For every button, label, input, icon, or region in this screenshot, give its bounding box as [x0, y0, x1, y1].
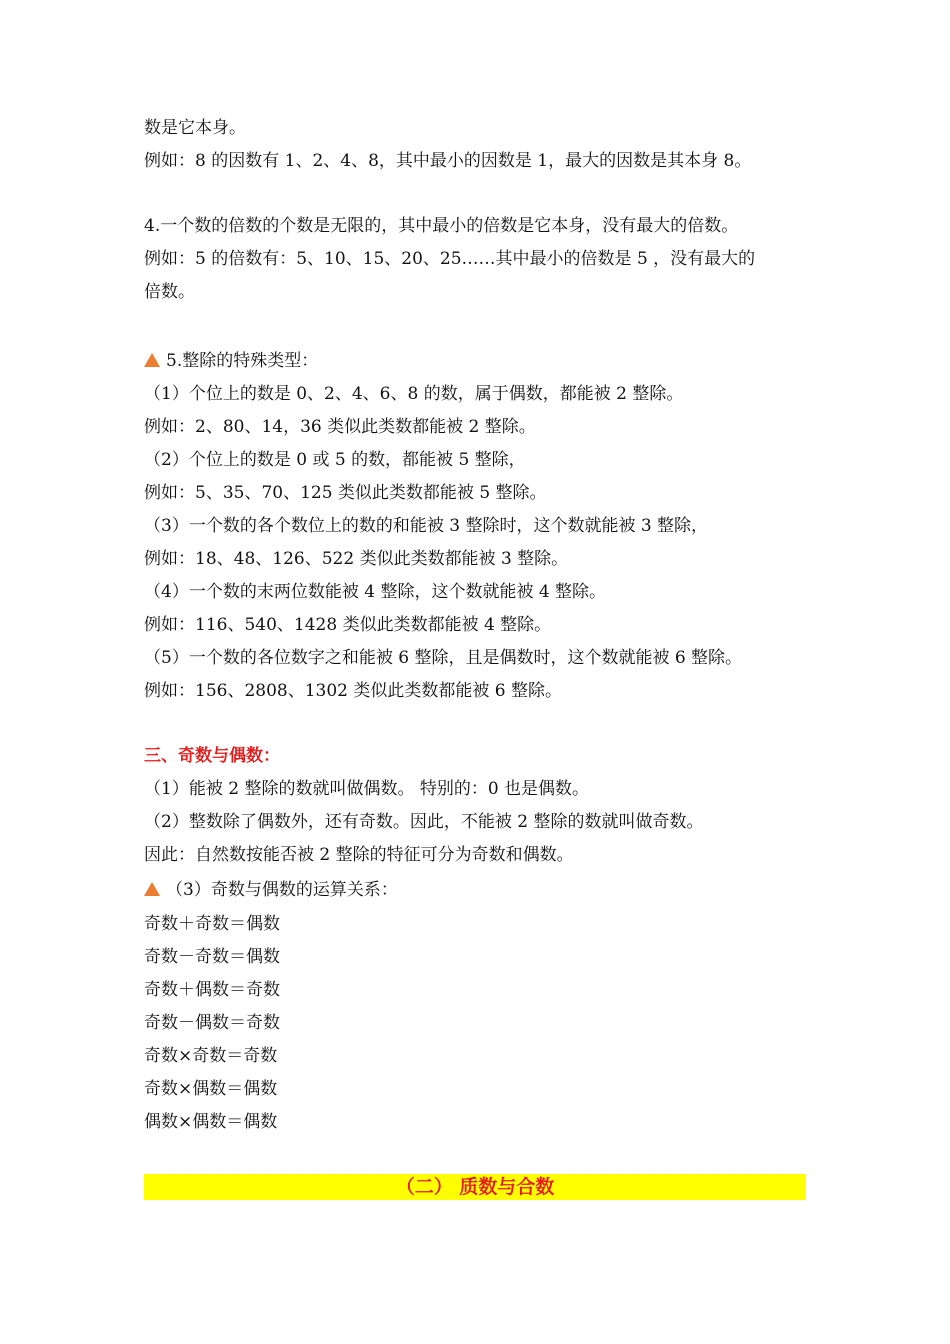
text-line: 4.一个数的倍数的个数是无限的，其中最小的倍数是它本身，没有最大的倍数。: [144, 216, 739, 236]
text-line: 例如：18、48、126、522 类似此类数都能被 3 整除。: [144, 549, 569, 569]
rule-line: 奇数－奇数＝偶数: [144, 947, 280, 967]
text-line: （2）整数除了偶数外，还有奇数。因此，不能被 2 整除的数就叫做奇数。: [144, 812, 704, 832]
rule-line: 奇数－偶数＝奇数: [144, 1013, 280, 1033]
text-line: 例如：156、2808、1302 类似此类数都能被 6 整除。: [144, 681, 563, 701]
rule-line: 奇数＋奇数＝偶数: [144, 914, 280, 934]
rule-line: 奇数＋偶数＝奇数: [144, 980, 280, 1000]
text-line: 例如：5 的倍数有：5、10、15、20、25……其中最小的倍数是 5 ，没有最大的: [144, 249, 756, 269]
text-line: 因此：自然数按能否被 2 整除的特征可分为奇数和偶数。: [144, 845, 574, 865]
rule-line: 偶数×偶数＝偶数: [144, 1112, 278, 1132]
rule-line: 奇数×奇数＝奇数: [144, 1046, 278, 1066]
triangle-icon: [144, 882, 160, 896]
section-heading-odd-even: 三、奇数与偶数：: [144, 746, 280, 766]
triangle-icon: [144, 353, 160, 367]
text-line: 数是它本身。: [144, 118, 246, 138]
text-line: （4）一个数的末两位数能被 4 整除，这个数就能被 4 整除。: [144, 582, 607, 602]
text-line: 例如：5、35、70、125 类似此类数都能被 5 整除。: [144, 483, 547, 503]
text-line: 例如：8 的因数有 1、2、4、8，其中最小的因数是 1，最大的因数是其本身 8。: [144, 151, 752, 171]
section-5-title: 5.整除的特殊类型：: [166, 351, 319, 371]
text-line: 例如：2、80、14，36 类似此类数都能被 2 整除。: [144, 417, 536, 437]
text-line: 倍数。: [144, 282, 195, 302]
text-line: （1）能被 2 整除的数就叫做偶数。 特别的：0 也是偶数。: [144, 779, 590, 799]
text-line: （3）一个数的各个数位上的数的和能被 3 整除时，这个数就能被 3 整除，: [144, 516, 709, 536]
text-line: （1）个位上的数是 0、2、4、6、8 的数，属于偶数，都能被 2 整除。: [144, 384, 684, 404]
text-line: （5）一个数的各位数字之和能被 6 整除，且是偶数时，这个数就能被 6 整除。: [144, 648, 743, 668]
operation-heading: [144, 879, 810, 901]
section-5-heading: [144, 350, 810, 372]
rule-line: 奇数×偶数＝偶数: [144, 1079, 278, 1099]
operation-title: （3）奇数与偶数的运算关系：: [166, 880, 398, 900]
section-banner: [144, 1174, 806, 1200]
text-line: 例如：116、540、1428 类似此类数都能被 4 整除。: [144, 615, 552, 635]
text-line: （2）个位上的数是 0 或 5 的数，都能被 5 整除，: [144, 450, 526, 470]
banner-title: （二） 质数与合数: [395, 1176, 555, 1198]
